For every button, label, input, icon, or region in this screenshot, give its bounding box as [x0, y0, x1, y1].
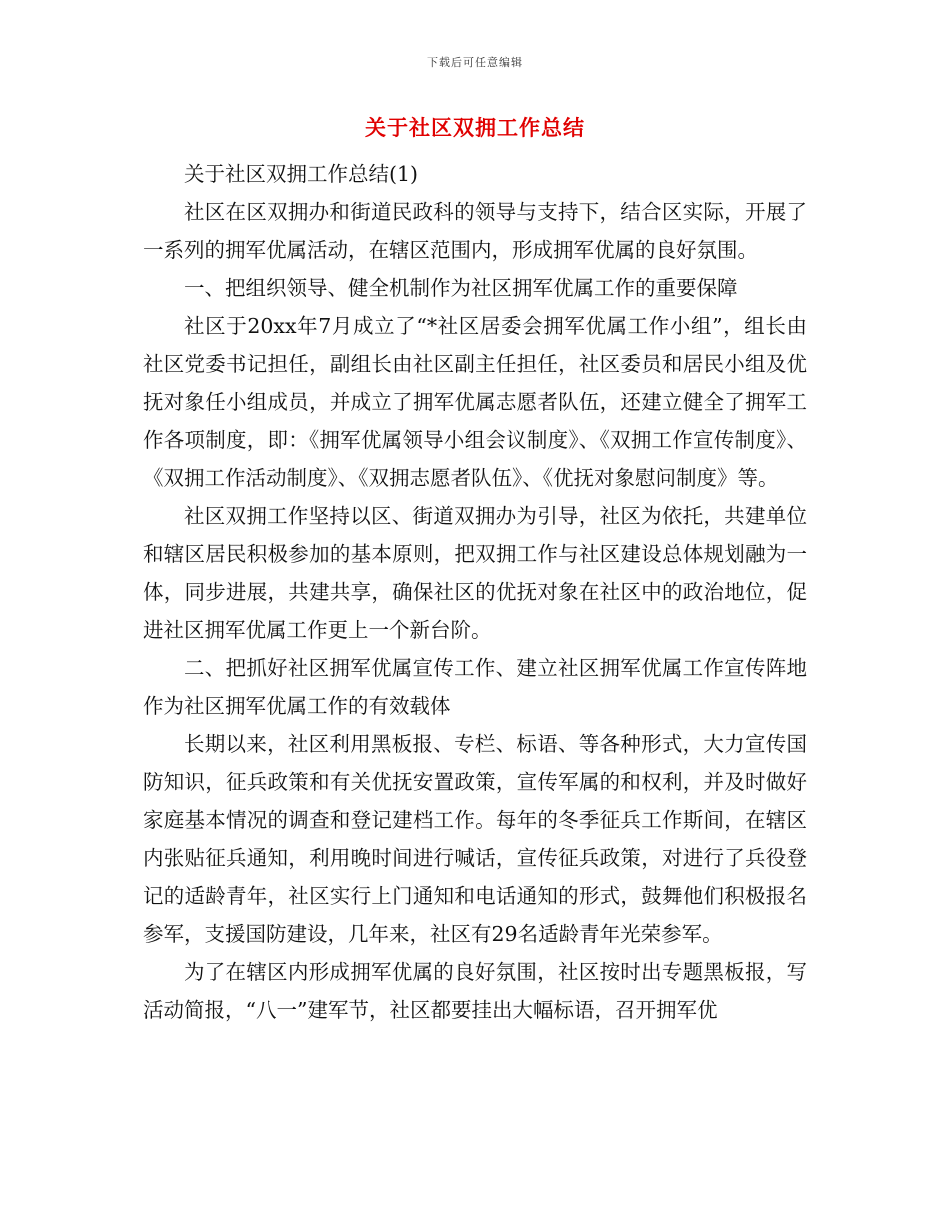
- section-heading-1: 一、把组织领导、健全机制作为社区拥军优属工作的重要保障: [184, 276, 738, 300]
- section-heading-2: 二、把抓好社区拥军优属宣传工作、建立社区拥军优属工作宣传阵地作为社区拥军优属工作的有效载体: [143, 656, 807, 718]
- paragraph: 长期以来，社区利用黑板报、专栏、标语、等各种形式，大力宣传国防知识，征兵政策和有关优抚安置政策，宣传军属的和权利，并及时做好家庭基本情况的调查和登记建档工作。每年的冬季征兵工作斯间，在辖区内张贴征兵通知，利用晚时间进行喊话，宣传征兵政策，对进行了兵役登记的适龄青年，社区实行上门通知和电话通知的形式，鼓舞他们积极报名参军，支援国防建设，几年来，社区有29名适龄青年光荣参军。: [143, 732, 807, 946]
- paragraph: 社区在区双拥办和街道民政科的领导与支持下，结合区实际，开展了一系列的拥军优属活动，在辖区范围内，形成拥军优属的良好氛围。: [143, 200, 807, 262]
- paragraph: 社区于20xx年7月成立了“*社区居委会拥军优属工作小组”，组长由社区党委书记担任，副组长由社区副主任担任，社区委员和居民小组及优抚对象任小组成员，并成立了拥军优属志愿者队伍，还建立健全了拥军工作各项制度，即：《拥军优属领导小组会议制度》、《双拥工作宣传制度》、《双拥工作活动制度》、《双拥志愿者队伍》、《优抚对象慰问制度》等。: [143, 314, 807, 490]
- paragraph: 社区双拥工作坚持以区、街道双拥办为引导，社区为依托，共建单位和辖区居民积极参加的基本原则，把双拥工作与社区建设总体规划融为一体，同步进展，共建共享，确保社区的优抚对象在社区中的政治地位，促进社区拥军优属工作更上一个新台阶。: [143, 504, 807, 642]
- paragraph-subtitle: 关于社区双拥工作总结(1): [184, 162, 419, 186]
- document-body: [143, 155, 807, 1029]
- header-note: 下载后可任意编辑: [427, 56, 523, 69]
- paragraph: 为了在辖区内形成拥军优属的良好氛围，社区按时出专题黑板报，写活动简报，“八一”建军节，社区都要挂出大幅标语，召开拥军优: [143, 960, 807, 1022]
- document-title: 关于社区双拥工作总结: [365, 116, 585, 140]
